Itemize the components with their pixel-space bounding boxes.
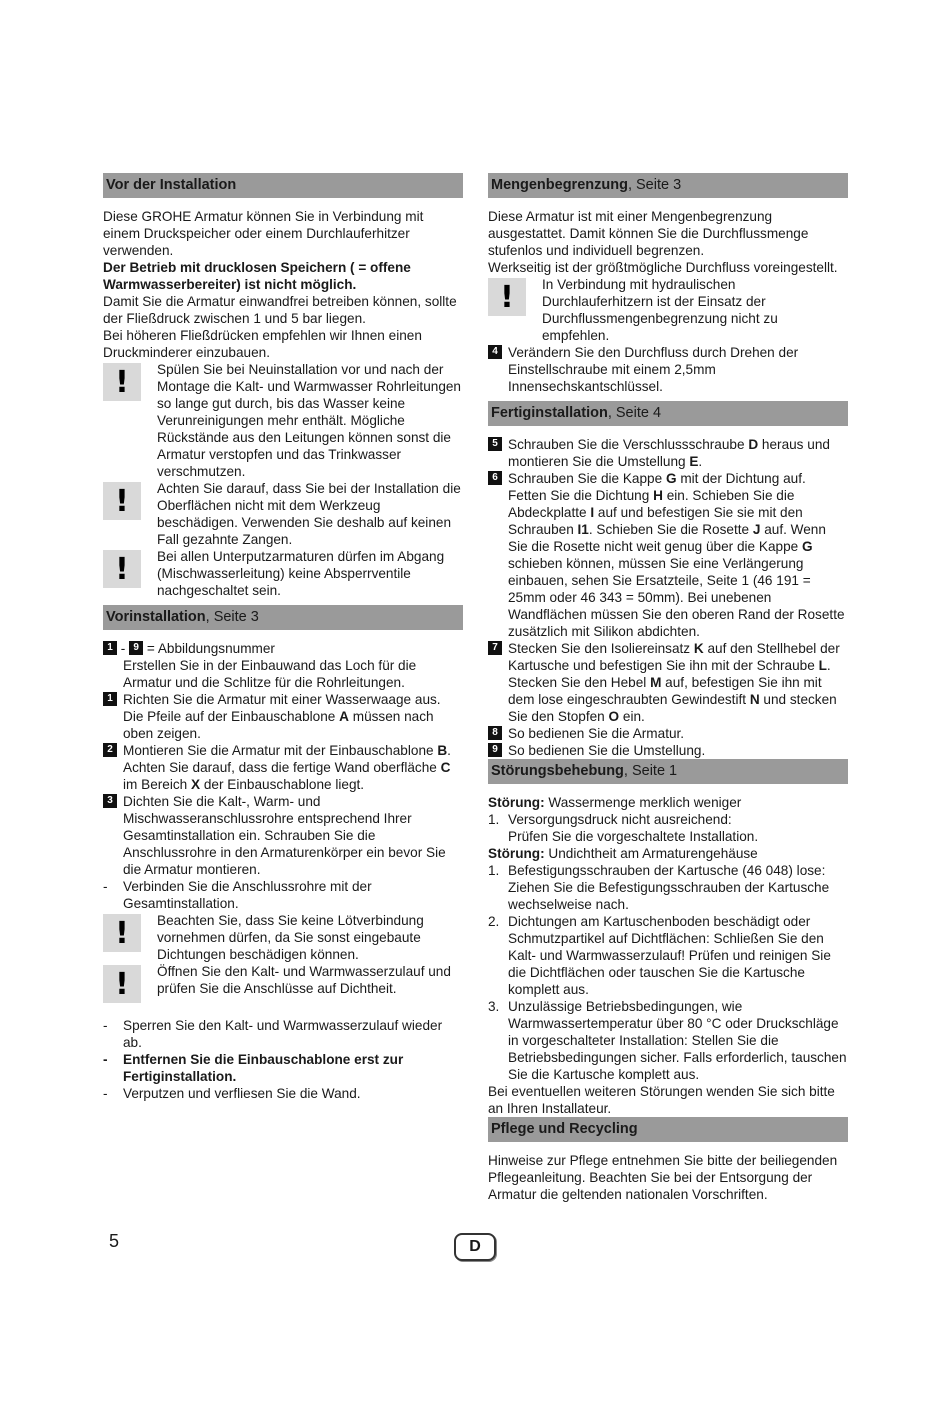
left-column bbox=[103, 173, 463, 1102]
warning-note bbox=[103, 361, 463, 480]
warning-note bbox=[103, 912, 463, 963]
step-1 bbox=[103, 691, 463, 742]
language-badge: D bbox=[454, 1233, 496, 1261]
numbered-item: 1. Versorgungsdruck nicht ausreichend: Prüfen Sie die vorgeschaltete Installation. bbox=[488, 812, 759, 844]
step-text: Schrauben Sie die Verschlussschraube D heraus und montieren Sie die Umstellung E. bbox=[508, 437, 830, 469]
step-number: 4 bbox=[488, 345, 502, 359]
step-text: So bedienen Sie die Armatur. bbox=[508, 726, 685, 741]
warning-text: Spülen Sie bei Neuinstallation vor und nach der Montage die Kalt- und Warmwasser Rohrleitungen so lange gut durch, bis das Wasser keine Verunreinigungen mehr enthält. Mögliche Rückstände aus den Leitungen können sonst die Armatur verstopfen und das Trinkwasser verschmutzen. bbox=[157, 362, 461, 479]
dash-item: - Verbinden Sie die Anschlussrohre mit der Gesamtinstallation. bbox=[103, 879, 372, 911]
section-header-mengenbegrenzung: Mengenbegrenzung, Seite 3 bbox=[488, 173, 848, 198]
warning-text: Achten Sie darauf, dass Sie bei der Installation die Oberflächen nicht mit dem Werkzeug beschädigen. Verwenden Sie deshalb auf keinen Fall gezahnte Zangen. bbox=[157, 481, 461, 547]
paragraph: Diese GROHE Armatur können Sie in Verbindung mit einem Druckspeicher oder einem Durchlauferhitzer verwenden. bbox=[103, 209, 424, 258]
step-text: Verändern Sie den Durchfluss durch Drehen der Einstellschraube mit einem 2,5mm Innensechskantschlüssel. bbox=[508, 345, 799, 394]
step-text: Schrauben Sie die Kappe G mit der Dichtung auf. Fetten Sie die Dichtung H ein. Schieben Sie die Abdeckplatte I auf und befestigen Sie sie mit den Schrauben I1. Schieben Sie die Rosette J auf. Wenn Sie die Rosette nicht weit genug über die Kappe G schieben können, müssen Sie eine Verlängerung einbauen, sehen Sie Ersatzteile, Seite 1 (46 191 = 25mm oder 46 343 = 50mm). Bei unebenen Wandflächen müssen Sie den oberen Rand der Rosette zusätzlich mit Silikon abdichten. bbox=[508, 471, 845, 639]
step-number: 9 bbox=[129, 641, 143, 655]
fault-line: Störung: Wassermenge merklich weniger bbox=[488, 795, 742, 810]
exclamation-icon: ! bbox=[103, 482, 141, 520]
step-text: Montieren Sie die Armatur mit der Einbauschablone B. Achten Sie darauf, dass die fertige Wand oberfläche C im Bereich X der Einbauschablone liegt. bbox=[123, 743, 451, 792]
warning-note bbox=[488, 276, 848, 344]
warning-text: Öffnen Sie den Kalt- und Warmwasserzulauf und prüfen Sie die Anschlüsse auf Dichtheit. bbox=[157, 964, 451, 996]
step-9 bbox=[488, 742, 848, 759]
section-header-stoerungsbehebung: Störungsbehebung, Seite 1 bbox=[488, 759, 848, 784]
paragraph: Damit Sie die Armatur einwandfrei betreiben können, sollte der Fließdruck zwischen 1 und 5 bar liegen. bbox=[103, 294, 457, 326]
step-3 bbox=[103, 793, 463, 878]
section-header-vor-der-installation: Vor der Installation bbox=[103, 173, 463, 198]
numbered-item: 1. Befestigungsschrauben der Kartusche (46 048) lose: Ziehen Sie die Befestigungsschrauben der Kartusche wechselweise nach. bbox=[488, 863, 830, 912]
page-number: 5 bbox=[109, 1231, 120, 1251]
paragraph: Bei eventuellen weiteren Störungen wenden Sie sich bitte an Ihren Installateur. bbox=[488, 1084, 835, 1116]
step-number: 7 bbox=[488, 641, 502, 655]
numbered-item: 3. Unzulässige Betriebsbedingungen, wie Warmwassertemperatur über 80 °C oder Druckschläge in vorgeschalteter Installation: Stellen Sie die Betriebsbedingungen sicher. Falls erforderlich, tauschen Sie die Kartusche komplett aus. bbox=[488, 999, 847, 1082]
dash-item: - Sperren Sie den Kalt- und Warmwasserzulauf wieder ab. bbox=[103, 1018, 443, 1050]
section-header-pflege-und-recycling: Pflege und Recycling bbox=[488, 1117, 848, 1142]
warning-note bbox=[103, 480, 463, 548]
exclamation-icon: ! bbox=[103, 363, 141, 401]
exclamation-icon: ! bbox=[103, 550, 141, 588]
warning-text: Beachten Sie, dass Sie keine Lötverbindung vornehmen dürfen, da Sie sonst eingebaute Dichtungen beschädigen können. bbox=[157, 913, 424, 962]
step-8 bbox=[488, 725, 848, 742]
exclamation-icon: ! bbox=[103, 914, 141, 952]
step-number: 1 bbox=[103, 692, 117, 706]
dash-item-bold: - Entfernen Sie die Einbauschablone erst zur Fertiginstallation. bbox=[103, 1052, 404, 1084]
warning-text: Bei allen Unterputzarmaturen dürfen im Abgang (Mischwasserleitung) keine Absperrventile nachgeschaltet sein. bbox=[157, 549, 445, 598]
step-number: 2 bbox=[103, 743, 117, 757]
legend-description: Erstellen Sie in der Einbauwand das Loch für die Armatur und die Schlitze für die Rohrleitungen. bbox=[123, 658, 417, 690]
fault-line: Störung: Undichtheit am Armaturengehäuse bbox=[488, 846, 758, 861]
figure-legend: 1 - 9 = Abbildungsnummer bbox=[103, 640, 463, 657]
step-4 bbox=[488, 344, 848, 395]
paragraph: Werkseitig ist der größtmögliche Durchfluss voreingestellt. bbox=[488, 260, 838, 275]
step-number: 5 bbox=[488, 437, 502, 451]
paragraph-bold: Der Betrieb mit drucklosen Speichern ( = offene Warmwasserbereiter) ist nicht möglich. bbox=[103, 260, 411, 292]
section-header-fertiginstallation: Fertiginstallation, Seite 4 bbox=[488, 401, 848, 426]
exclamation-icon: ! bbox=[488, 278, 526, 316]
step-5 bbox=[488, 436, 848, 470]
warning-note bbox=[103, 548, 463, 599]
numbered-item: 2. Dichtungen am Kartuschenboden beschädigt oder Schmutzpartikel auf Dichtflächen: Schließen Sie den Kalt- und Warmwasserzulauf! Prüfen und reinigen Sie die Dichtflächen oder tauschen Sie die Kartusche komplett aus. bbox=[488, 914, 831, 997]
dash-item: - Verputzen und verfliesen Sie die Wand. bbox=[103, 1086, 361, 1101]
step-number: 3 bbox=[103, 794, 117, 808]
step-7 bbox=[488, 640, 848, 725]
step-2 bbox=[103, 742, 463, 793]
paragraph: Hinweise zur Pflege entnehmen Sie bitte der beiliegenden Pflegeanleitung. Beachten Sie bei der Entsorgung der Armatur die geltenden nationalen Vorschriften. bbox=[488, 1153, 838, 1202]
step-text: Richten Sie die Armatur mit einer Wasserwaage aus. Die Pfeile auf der Einbauschablone A müssen nach oben zeigen. bbox=[123, 692, 441, 741]
step-number: 8 bbox=[488, 726, 502, 740]
step-text: Stecken Sie den Isoliereinsatz K auf den Stellhebel der Kartusche und befestigen Sie ihn mit der Schraube L. Stecken Sie den Hebel M auf, befestigen Sie ihn mit dem lose eingeschraubten Gewindestift N und stecken Sie den Stopfen O ein. bbox=[508, 641, 840, 724]
step-6 bbox=[488, 470, 848, 640]
warning-note bbox=[103, 963, 463, 1003]
paragraph: Diese Armatur ist mit einer Mengenbegrenzung ausgestattet. Damit können Sie die Durchflussmenge stufenlos und individuell begrenzen. bbox=[488, 209, 809, 258]
step-text: So bedienen Sie die Umstellung. bbox=[508, 743, 706, 758]
step-number: 6 bbox=[488, 471, 502, 485]
section-header-vorinstallation: Vorinstallation, Seite 3 bbox=[103, 605, 463, 630]
exclamation-icon: ! bbox=[103, 965, 141, 1003]
step-number: 1 bbox=[103, 641, 117, 655]
right-column bbox=[488, 173, 848, 1203]
step-text: Dichten Sie die Kalt-, Warm- und Mischwasseranschlussrohre entsprechend Ihrer Gesamtinstallation ein. Schrauben Sie die Anschlussrohre in den Armaturenkörper ein bevor Sie die Armatur montieren. bbox=[123, 794, 446, 877]
paragraph: Bei höheren Fließdrücken empfehlen wir Ihnen einen Druckminderer einzubauen. bbox=[103, 328, 422, 360]
step-number: 9 bbox=[488, 743, 502, 757]
warning-text: In Verbindung mit hydraulischen Durchlauferhitzern ist der Einsatz der Durchflussmengenbegrenzung nicht zu empfehlen. bbox=[542, 277, 778, 343]
